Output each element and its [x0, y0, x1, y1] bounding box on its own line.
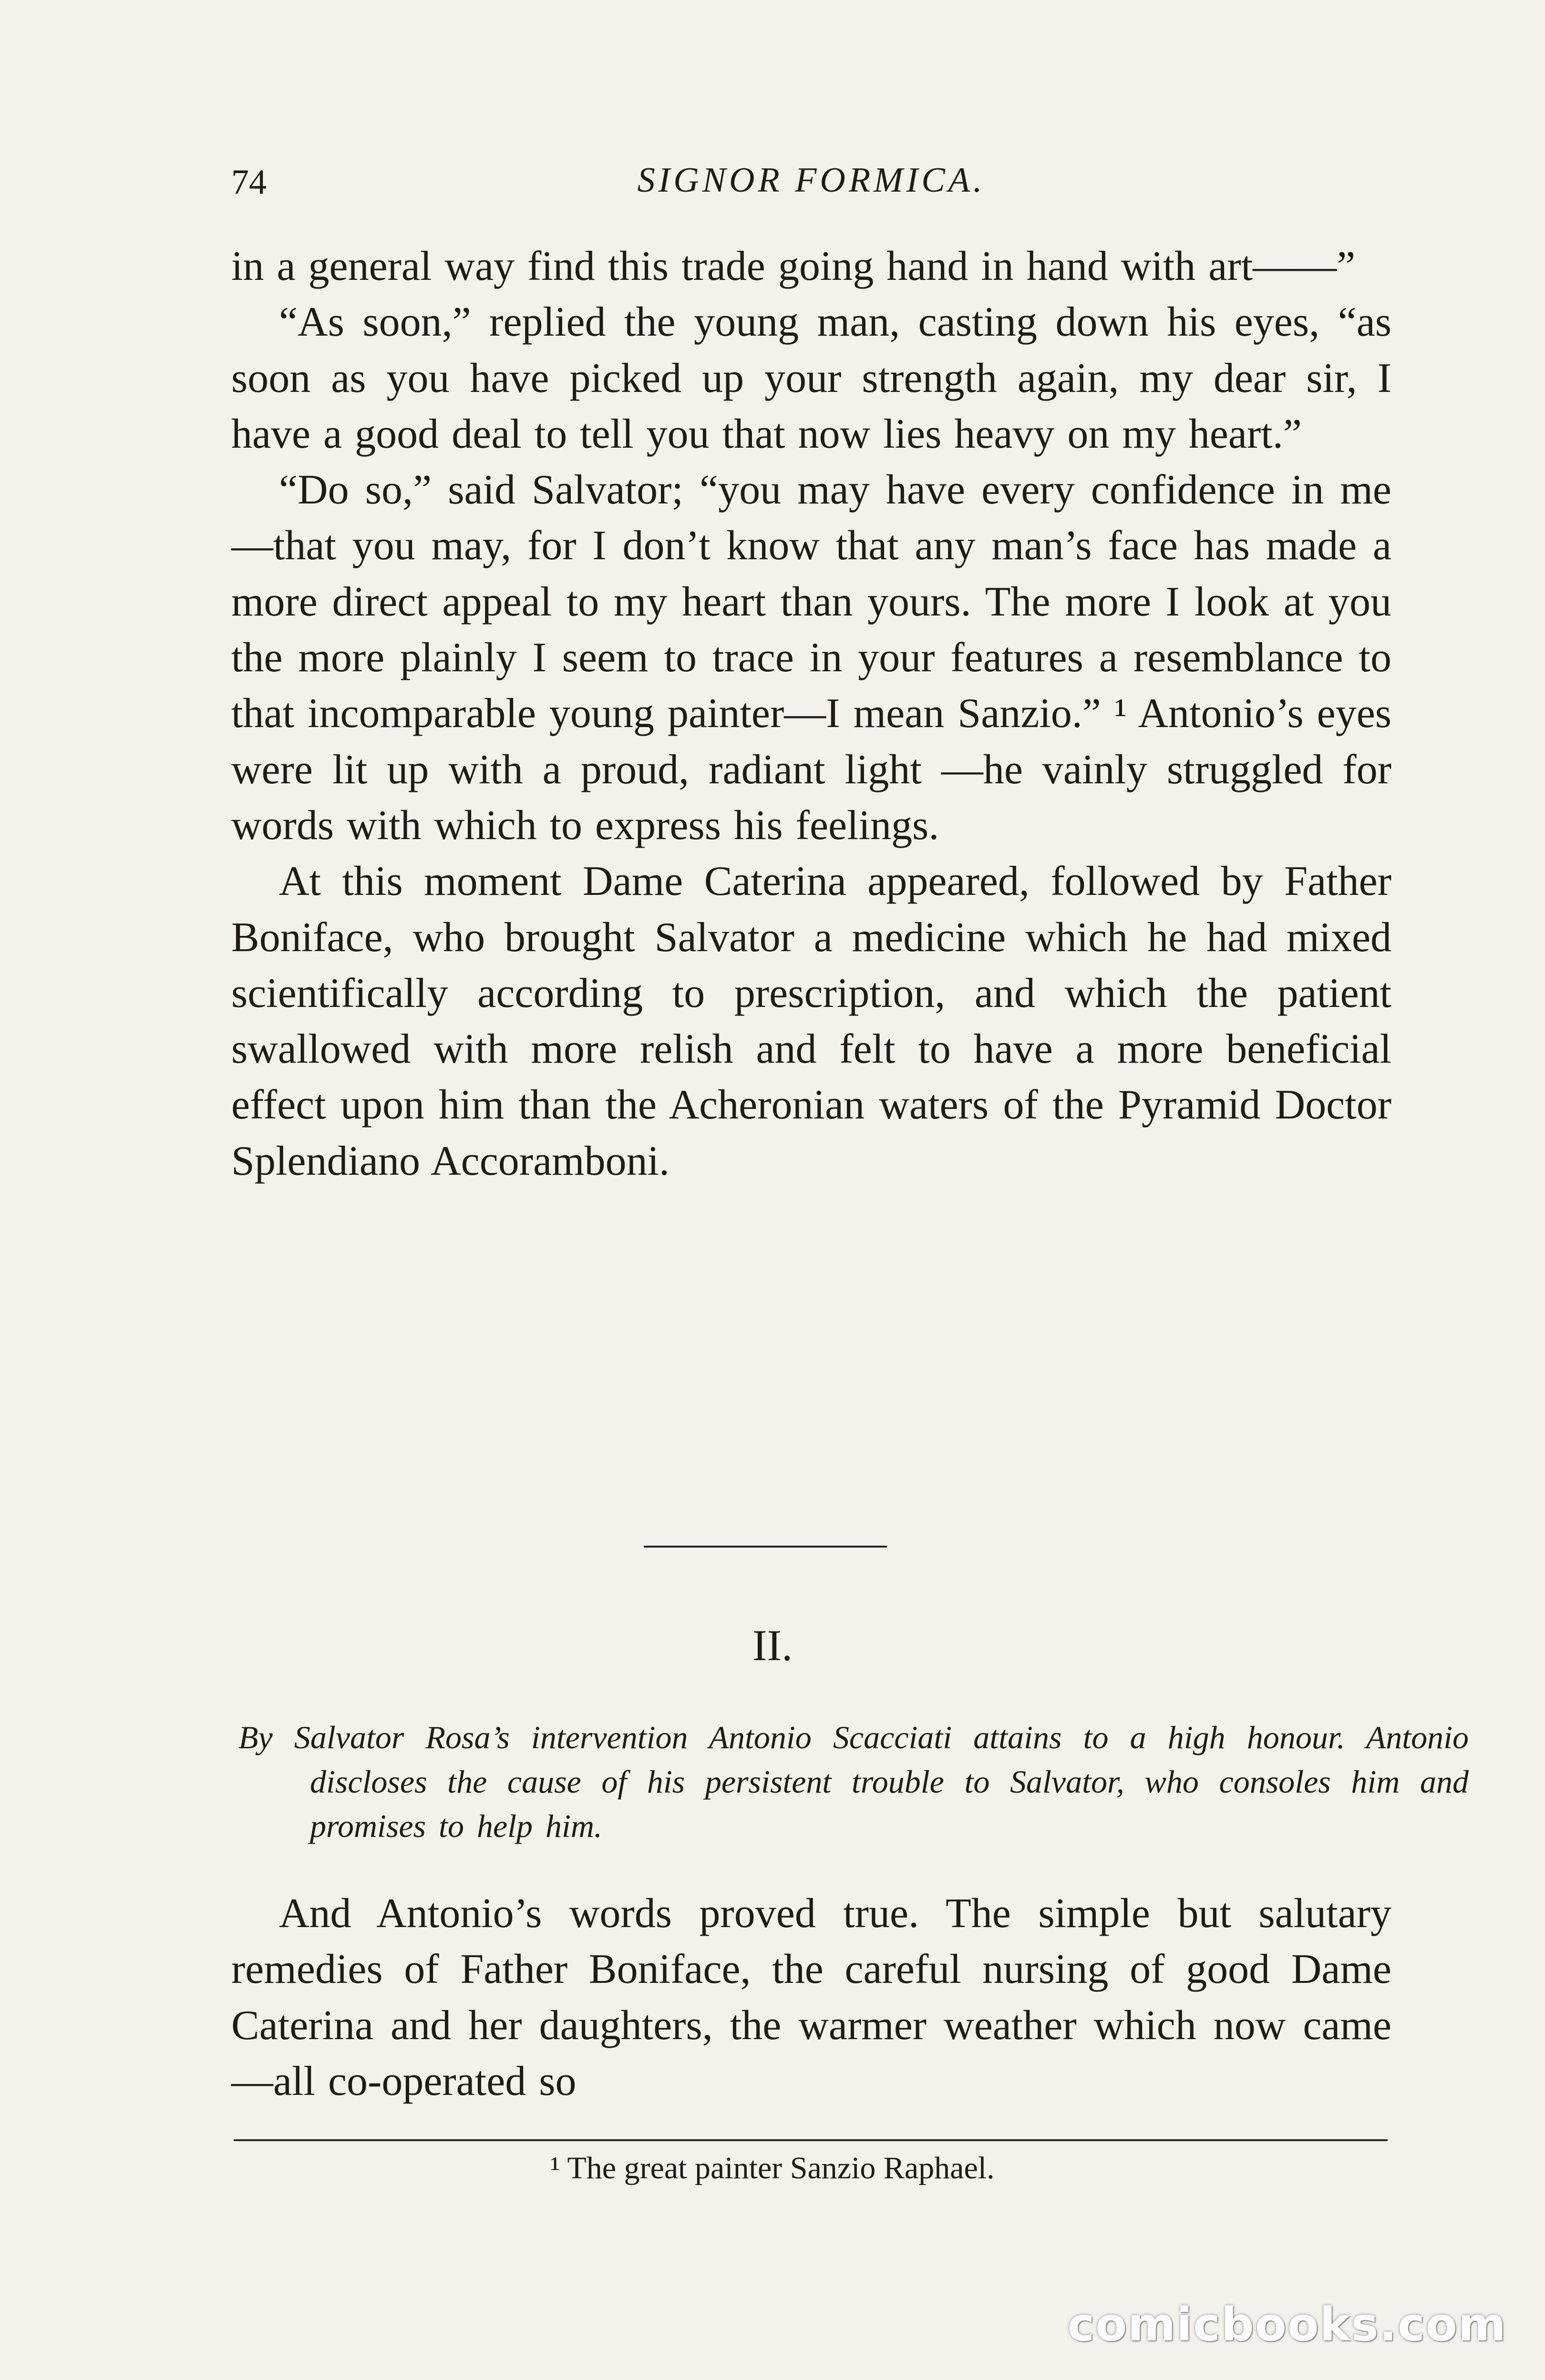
- page-number: 74: [231, 163, 267, 202]
- watermark-logo: comicbooks.com: [1067, 2298, 1507, 2351]
- paragraph: And Antonio’s words proved true. The simple but salutary remedies of Father Boniface, the careful nursing of good Dame Caterina and her daughters, the warmer weather which now came—all co-operated so: [231, 1890, 1391, 2104]
- running-title: SIGNOR FORMICA.: [637, 161, 986, 200]
- chapter-text: [231, 238, 1391, 1189]
- paragraph: At this moment Dame Caterina appeared, followed by Father Boniface, who brought Salvator a medicine which he had mixed scientifically according to prescription, and which the patient swallowed with more relish and felt to have a more beneficial effect upon him than the Acheronian waters of the Pyramid Doctor Splendiano Accoramboni.: [231, 858, 1391, 1184]
- footnote: ¹ The great painter Sanzio Raphael.: [550, 2151, 995, 2185]
- paragraph-continued: in a general way find this trade going hand in hand with art——”: [231, 243, 1356, 289]
- footnote-rule: [234, 2139, 1388, 2141]
- paragraph: “As soon,” replied the young man, casting down his eyes, “as soon as you have picked up your strength again, my dear sir, I have a good deal to tell you that now lies heavy on my heart.”: [231, 299, 1391, 457]
- page-header: [231, 153, 1391, 210]
- section-number: II.: [752, 1621, 793, 1670]
- section-text: [231, 1886, 1391, 2109]
- paragraph: “Do so,” said Salvator; “you may have every confidence in me—that you may, for I don’t know that any man’s face has made a more direct appeal to my heart than yours. The more I look at you the more plainly I seem to trace in your features a resemblance to that incomparable young painter—I mean Sanzio.” ¹ Antonio’s eyes were lit up with a proud, radiant light —he vainly struggled for words with which to express his feelings.: [231, 467, 1391, 849]
- section-synopsis: By Salvator Rosa’s intervention Antonio Scacciati attains to a high honour. Antonio discloses the cause of his persistent trouble to Salvator, who consoles him and promises to help him.: [238, 1719, 1469, 1844]
- section-divider: [644, 1546, 887, 1548]
